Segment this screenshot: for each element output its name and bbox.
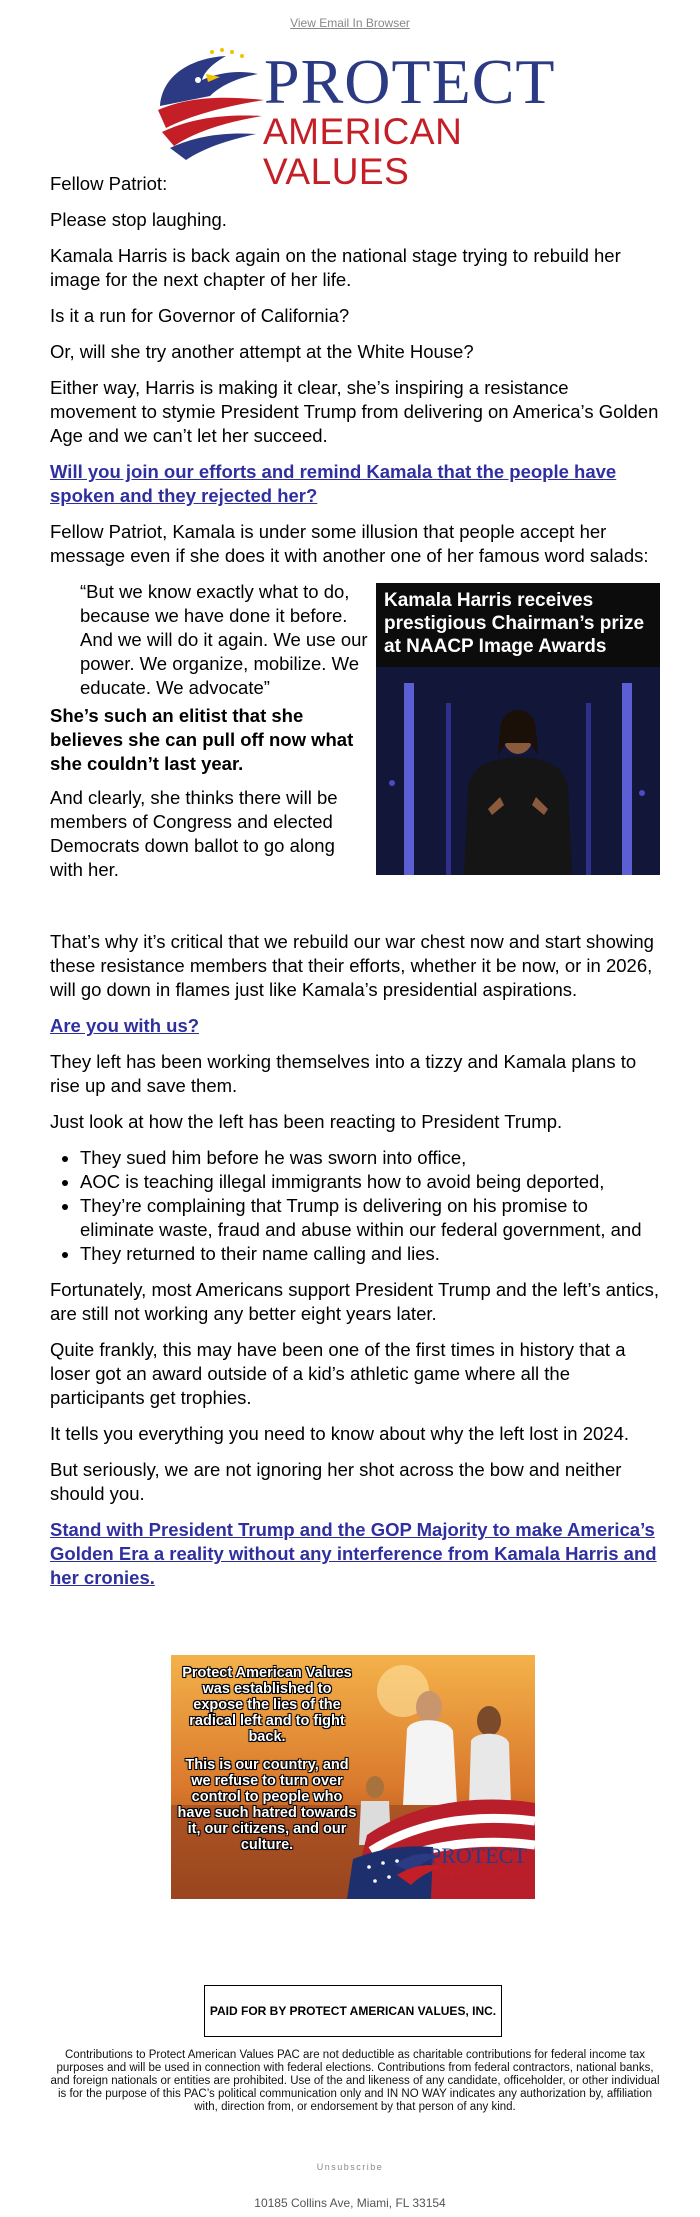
paragraph: Or, will she try another attempt at the White House? bbox=[50, 341, 474, 362]
elitist-statement: She’s such an elitist that she believes she can pull off now what she couldn’t last year. bbox=[50, 705, 354, 774]
list-item: • They sued him before he was sworn into office, bbox=[80, 1146, 660, 1170]
quote-and-photo-section bbox=[50, 580, 660, 918]
promo-logo-protect: PROTECT bbox=[429, 1843, 527, 1868]
protect-american-values-logo bbox=[140, 44, 570, 192]
view-in-browser-link[interactable]: View Email In Browser bbox=[290, 16, 410, 30]
stand-with-trump-link[interactable]: Stand with President Trump and the GOP Majority to make America’s Golden Era a reality without any interference from Kamala Harris and her cronies. bbox=[50, 1519, 657, 1588]
promo-text-country: This is our country, and we refuse to turn over control to people who have such hatred towards it, our citizens, and our culture. bbox=[177, 1757, 357, 1853]
list-item: • They’re complaining that Trump is delivering on his promise to eliminate waste, fraud and abuse within our federal government, and bbox=[80, 1194, 660, 1242]
paragraph: They left has been working themselves into a tizzy and Kamala plans to rise up and save them. bbox=[50, 1051, 637, 1096]
promo-text bbox=[177, 1665, 357, 1853]
paragraph: Please stop laughing. bbox=[50, 209, 227, 230]
paragraph: But seriously, we are not ignoring her shot across the bow and neither should you. bbox=[50, 1459, 622, 1504]
paragraph: Fellow Patriot, Kamala is under some illusion that people accept her message even if she does it with another one of her famous word salads: bbox=[50, 521, 649, 566]
paragraph: Just look at how the left has been reacting to President Trump. bbox=[50, 1111, 563, 1132]
list-item: • They returned to their name calling and lies. bbox=[80, 1242, 660, 1266]
left-reactions-list bbox=[50, 1146, 660, 1266]
promo-logo-american-values: AMERICAN VALUES bbox=[433, 1867, 532, 1879]
photo-caption: Kamala Harris receives prestigious Chairman’s prize at NAACP Image Awards bbox=[376, 583, 660, 667]
paragraph: That’s why it’s critical that we rebuild our war chest now and start showing these resistance members that their efforts, whether it be now, or in 2026, will go down in flames just like Kamala’s presidential aspirations. bbox=[50, 931, 654, 1000]
paragraph: Quite frankly, this may have been one of the first times in history that a loser got an award outside of a kid’s athletic game where all the participants get trophies. bbox=[50, 1339, 626, 1408]
list-item: • AOC is teaching illegal immigrants how to avoid being deported, bbox=[80, 1170, 660, 1194]
email-body bbox=[50, 172, 660, 1602]
logo-line-protect: PROTECT bbox=[264, 46, 556, 117]
mailing-address: 10185 Collins Ave, Miami, FL 33154 bbox=[254, 2196, 446, 2210]
eagle-flag-icon bbox=[140, 44, 270, 164]
paragraph: Kamala Harris is back again on the national stage trying to rebuild her image for the next chapter of her life. bbox=[50, 245, 621, 290]
logo-line-american-values: AMERICAN VALUES bbox=[263, 111, 463, 192]
paragraph: Is it a run for Governor of California? bbox=[50, 305, 350, 326]
harris-award-photo bbox=[376, 583, 660, 875]
paragraph: Either way, Harris is making it clear, she’s inspiring a resistance movement to stymie President Trump from delivering on America’s Golden Age and we can’t let her succeed. bbox=[50, 377, 659, 446]
paragraph: It tells you everything you need to know about why the left lost in 2024. bbox=[50, 1423, 629, 1444]
promo-image[interactable] bbox=[171, 1655, 535, 1899]
unsubscribe-link[interactable]: Unsubscribe bbox=[316, 2162, 384, 2172]
are-you-with-us-link[interactable]: Are you with us? bbox=[50, 1015, 200, 1036]
paragraph: And clearly, she thinks there will be members of Congress and elected Democrats down ballot to go along with her. bbox=[50, 787, 338, 880]
legal-disclaimer: Contributions to Protect American Values PAC are not deductible as charitable contributions for federal income tax purposes and will be used in connection with federal elections. Contributions from federal contractors, national banks, and foreign nationals or entities are prohibited. Use of the and likeness of any candidate, officeholder, or other individual is for the purpose of this PAC’s political communication only and IN NO WAY indicates any authorization by, affiliation with, direction from, or endorsement by that person of any kind. bbox=[50, 2049, 660, 2113]
join-efforts-link[interactable]: Will you join our efforts and remind Kamala that the people have spoken and they rejected her? bbox=[50, 461, 617, 506]
promo-text-mission: Protect American Values was established to expose the lies of the radical left and to fight back. bbox=[182, 1665, 352, 1745]
greeting: Fellow Patriot: bbox=[50, 173, 168, 194]
paid-for-box: PAID FOR BY PROTECT AMERICAN VALUES, INC. bbox=[204, 1985, 502, 2037]
paragraph: Fortunately, most Americans support President Trump and the left’s antics, are still not working any better eight years later. bbox=[50, 1279, 660, 1324]
harris-quote: “But we know exactly what to do, because we have done it before. And we will do it again. We use our power. We organize, mobilize. We educate. We advocate” bbox=[80, 581, 368, 698]
